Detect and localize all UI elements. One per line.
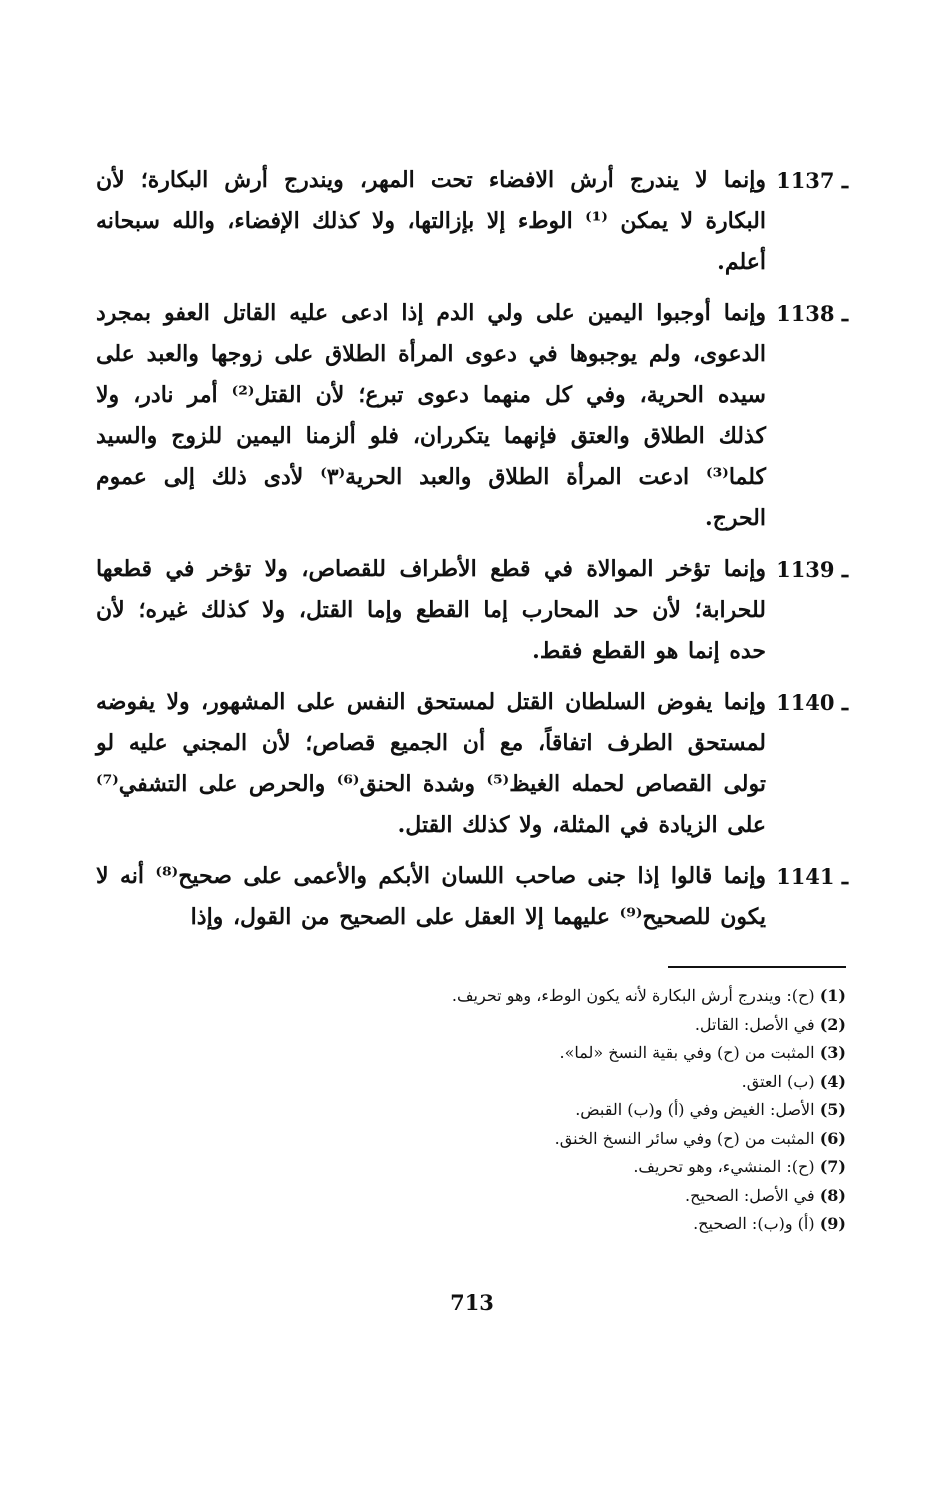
footnote xyxy=(300,1011,846,1040)
entry-number: 1141 ـ xyxy=(766,856,848,897)
entry-number: 1138 ـ xyxy=(766,293,848,334)
footnote-text: المثبت من (ح) وفي سائر النسخ الخنق. xyxy=(554,1128,815,1148)
footnote xyxy=(300,1210,846,1239)
footnote xyxy=(300,1096,846,1125)
footnote-number: (4) xyxy=(819,1071,846,1091)
footnote-text: الأصل: الغيض وفي (أ) و(ب) القبض. xyxy=(575,1100,815,1119)
footnote xyxy=(300,1182,846,1211)
entry-text: وإنما يفوض السلطان القتل لمستحق النفس على المشهور، ولا يفوضه لمستحق الطرف اتفاقاً، مع أن الجميع قصاص؛ لأن المجني عليه لو تولى القصاص لحمله الغيظ⁽⁵⁾ وشدة الحنق⁽⁶⁾ والحرص على التشفي⁽⁷⁾ على الزيادة في المثلة، ولا كذلك القتل. xyxy=(96,689,766,838)
entry-number: 1137 ـ xyxy=(766,160,848,201)
footnote-number: (2) xyxy=(819,1014,846,1034)
entry-1137 xyxy=(96,160,848,283)
footnote-text: (ب) العتق. xyxy=(741,1071,815,1091)
entry-text: وإنما لا يندرج أرش الافضاء تحت المهر، ويندرج أرش البكارة؛ لأن البكارة لا يمكن ⁽¹⁾ الوطء إلا بإزالتها، ولا كذلك الإفضاء، والله سبحانه أعلم. xyxy=(96,167,766,275)
footnote-number: (9) xyxy=(819,1214,846,1233)
footnote xyxy=(300,1153,846,1182)
entry-1141 xyxy=(96,856,848,938)
footnote-text: (أ) و(ب): الصحيح. xyxy=(693,1214,815,1233)
footnote-number: (1) xyxy=(819,986,846,1005)
footnote-number: (3) xyxy=(819,1043,846,1062)
footnote-text: في الأصل: القاتل. xyxy=(694,1014,815,1034)
footnote-text: (ح): ويندرج أرش البكارة لأنه يكون الوطء، وهو تحريف. xyxy=(451,986,815,1005)
footnote-text: في الأصل: الصحيح. xyxy=(685,1185,815,1205)
footnote-number: (7) xyxy=(819,1157,846,1176)
footnotes xyxy=(300,982,846,1239)
footnote-number: (5) xyxy=(819,1100,846,1119)
entry-number: 1139 ـ xyxy=(766,549,848,590)
entry-1140 xyxy=(96,682,848,846)
footnote-number: (6) xyxy=(819,1128,846,1148)
main-text xyxy=(96,160,848,948)
entry-number: 1140 ـ xyxy=(766,682,848,723)
entry-text: وإنما أوجبوا اليمين على ولي الدم إذا ادعى عليه القاتل العفو بمجرد الدعوى، ولم يوجبوها في دعوى المرأة الطلاق على زوجها والعبد على سيده الحرية، وفي كل منهما دعوى تبرع؛ لأن القتل⁽²⁾ أمر نادر، ولا كذلك الطلاق والعتق فإنهما يتكرران، فلو ألزمنا اليمين للزوج والسيد كلما⁽³⁾ ادعت المرأة الطلاق والعبد الحرية⁽٣⁾ لأدى ذلك إلى عموم الحرج. xyxy=(96,300,766,531)
page-number: 713 xyxy=(450,1290,494,1315)
footnote xyxy=(300,1039,846,1068)
entry-1138 xyxy=(96,293,848,539)
entry-1139 xyxy=(96,549,848,672)
entry-text: وإنما تؤخر الموالاة في قطع الأطراف للقصاص، ولا تؤخر في قطعها للحرابة؛ لأن حد المحارب إما القطع وإما القتل، ولا كذلك غيره؛ لأن حده إنما هو القطع فقط. xyxy=(96,556,766,664)
footnote-text: المثبت من (ح) وفي بقية النسخ «لما». xyxy=(559,1043,815,1062)
footnote xyxy=(300,1125,846,1154)
entry-text: وإنما قالوا إذا جنى صاحب اللسان الأبكم والأعمى على صحيح⁽⁸⁾ أنه لا يكون للصحيح⁽⁹⁾ عليهما إلا العقل على الصحيح من القول، وإذا xyxy=(96,863,766,930)
footnote-separator xyxy=(668,966,846,968)
footnote xyxy=(300,982,846,1011)
footnote-number: (8) xyxy=(819,1185,846,1205)
footnote xyxy=(300,1068,846,1097)
footnote-text: (ح): المنشيء، وهو تحريف. xyxy=(633,1157,815,1176)
